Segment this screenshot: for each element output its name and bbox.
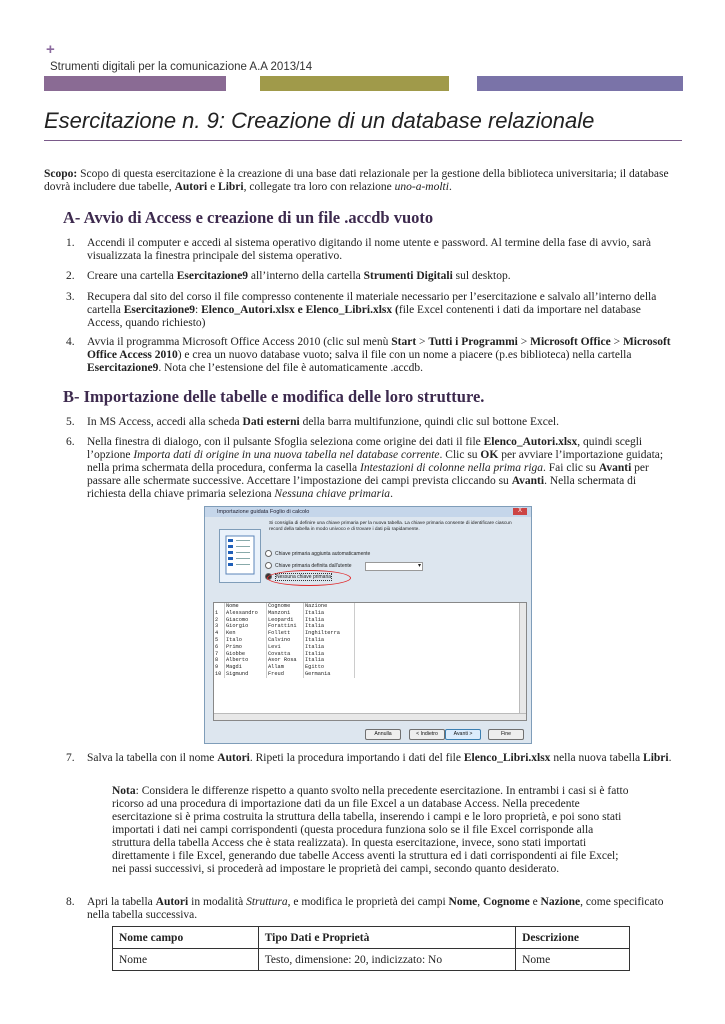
highlight-circle [267,570,351,586]
table-cell: Testo, dimensione: 20, indicizzato: No [258,949,515,971]
option-label: Nessuna chiave primaria [276,573,332,580]
item-number: 8. [66,896,75,908]
vertical-scrollbar[interactable] [519,603,526,720]
page-title: Esercitazione n. 9: Creazione di un database relazionale [44,108,595,133]
item-text: Avvia il programma Microsoft Office Access 2010 (clic sul menù Start > Tutti i Programmi > Microsoft Office > Microsoft Office Access 2010) e crea un nuovo database vuoto; salva il file con un nome a piacere (p.es biblioteca) nella cartella Esercitazione9. Nota che l’estensione del file è automaticamente .accdb. [87,336,671,374]
radio-icon[interactable] [265,562,272,569]
item-number: 7. [66,752,75,764]
title-divider [44,140,682,141]
section-b-heading: B- Importazione delle tabelle e modifica delle loro strutture. [63,387,485,406]
scope-text: Scopo di questa esercitazione è la creazione di una base dati relazionale per la gestione della biblioteca universitaria; il database dovrà includere due tabelle, [44,168,669,193]
list-item-4 [66,336,676,375]
scope-and: e [207,181,219,193]
item-number: 6. [66,436,75,448]
scope-relation: uno-a-molti [394,181,449,193]
item-text: In MS Access, accedi alla scheda Dati esterni della barra multifunzione, quindi clic sul bottone Excel. [87,416,559,428]
scope-end: . [448,181,452,193]
cancel-button[interactable]: Annulla [365,729,401,740]
back-button[interactable]: < Indietro [409,729,445,740]
header-band-purple [44,76,226,91]
close-icon[interactable]: X [513,508,527,515]
item-text: Recupera dal sito del corso il file compresso contenente il materiale necessario per l’esercitazione e salvalo all’interno della cartella Esercitazione9: Elenco_Autori.xlsx e Elenco_Libri.xlsx (file Excel contenenti i dati da importare nel database Access, quando richiesto) [87,291,657,329]
item-text: Creare una cartella Esercitazione9 all’interno della cartella Strumenti Digitali sul desktop. [87,270,511,282]
header-band-olive [260,76,449,91]
section-a-heading: A- Avvio di Access e creazione di un file .accdb vuoto [63,208,434,227]
item-text: Apri la tabella Autori in modalità Struttura, e modifica le proprietà dei campi Nome, Cognome e Nazione, come specificato nella tabella successiva. [87,896,664,921]
table-header: Nome campo [113,927,259,949]
list-item-7 [66,752,676,765]
list-item-1 [66,237,676,263]
note-text: : Considera le differenze rispetto a quanto svolto nella precedente esercitazione. In entrambi i casi si è fatto ricorso ad una procedura di importazione dati da un file Excel a un database Access. Nella precedente esercitazione si è prima costruita la struttura della tabella, inserendo i campi e le loro proprietà, e poi sono stati importati i dati nei campi corrispondenti (questa procedura funziona solo se il file Excel corrisponde alla struttura della tabella Access che è stata realizzata). In questa esercitazione, invece, sono stati importati direttamente i file Excel, generando due tabelle Access aventi la struttura ed i dati corrispondenti ai file Excel; nei passi successivi, si procederà ad impostare le proprietà dei campi, secondo quanto desiderato. [112,785,629,875]
field-properties-table [112,926,630,971]
table-row: 10 Sigmund Freud Germania [214,671,355,678]
option-user-key[interactable] [265,562,352,569]
item-number: 2. [66,270,75,282]
option-auto-key[interactable] [265,550,370,557]
table-row: 1 Alessandro Manzoni Italia [214,610,355,617]
scope-libri: Libri [218,181,244,193]
grid-col-header[interactable]: Nome [225,603,267,610]
item-text: Nella finestra di dialogo, con il pulsante Sfoglia seleziona come origine dei dati il file Elenco_Autori.xlsx, quindi scegli l’opzione Importa dati di origine in una nuova tabella nel database corrente. Clic su OK per avviare l’importazione guidata; nella prima schermata della procedura, conferma la casella Intestazioni di colonne nella prima riga. Fai clic su Avanti per passare alle schermate successive. Accettare l’impostazione dei campi prevista cliccando su Avanti. Nella schermata di richiesta della chiave primaria seleziona Nessuna chiave primaria. [87,436,664,500]
grid-col-header[interactable]: Cognome [267,603,304,610]
list-item-8 [66,896,676,922]
table-row: 5 Italo Calvino Italia [214,637,355,644]
scope-label: Scopo: [44,168,78,180]
table-header: Descrizione [516,927,630,949]
table-row [113,949,630,971]
import-wizard-dialog [204,506,532,744]
note-label: Nota [112,785,136,797]
grid-corner [214,603,225,610]
table-row: 9 Magdi Allam Egitto [214,664,355,671]
note-paragraph [112,785,632,876]
horizontal-scrollbar[interactable] [214,713,526,720]
table-header: Tipo Dati e Proprietà [258,927,515,949]
course-header: Strumenti digitali per la comunicazione A.A 2013/14 [50,61,313,73]
option-label: Chiave primaria aggiunta automaticamente [275,550,371,557]
list-item-5 [66,416,676,429]
item-number: 5. [66,416,75,428]
header-band-violet [477,76,683,91]
list-item-6 [66,436,676,501]
table-row: 6 Primo Levi Italia [214,644,355,651]
table-row: 7 Giobbe Covatta Italia [214,651,355,658]
radio-icon[interactable] [265,550,272,557]
table-row: 3 Giorgio Forattini Italia [214,623,355,630]
key-field-select[interactable] [365,562,423,571]
option-label: Chiave primaria definita dall'utente [275,562,352,569]
item-text: Salva la tabella con il nome Autori. Ripeti la procedura importando i dati del file Elenco_Libri.xlsx nella nuova tabella Libri. [87,752,672,764]
item-number: 3. [66,291,75,303]
table-key-icon [219,529,261,583]
finish-button[interactable]: Fine [488,729,524,740]
dialog-help-text: Si consiglia di definire una chiave primaria per la nuova tabella. La chiave primaria consente di identificare ciascun record della tabella in modo univoco e di trovare i dati più rapidamente. [269,521,512,532]
table-row: 2 Giacomo Leopardi Italia [214,617,355,624]
item-number: 1. [66,237,75,249]
scope-text-2: , collegate tra loro con relazione [243,181,395,193]
scope-paragraph [44,168,684,194]
item-text: Accendi il computer e accedi al sistema operativo digitando il nome utente e password. Al termine della fase di avvio, sarà visualizzata la finestra principale del sistema operativo. [87,237,651,262]
table-cell: Nome [113,949,259,971]
list-item-3 [66,291,676,330]
data-preview-grid [213,602,527,721]
scope-autori: Autori [174,181,208,193]
next-button[interactable]: Avanti > [445,729,481,740]
table-row: 4 Ken Follett Inghilterra [214,630,355,637]
table-row: 8 Alberto Asor Rosa Italia [214,657,355,664]
dialog-title: Importazione guidata Foglio di calcolo [217,509,310,515]
grid-col-header[interactable]: Nazione [304,603,355,610]
dialog-title-bar [205,507,531,517]
item-number: 4. [66,336,75,348]
table-cell: Nome [516,949,630,971]
header-plus: + [46,41,55,58]
list-item-2 [66,270,676,283]
